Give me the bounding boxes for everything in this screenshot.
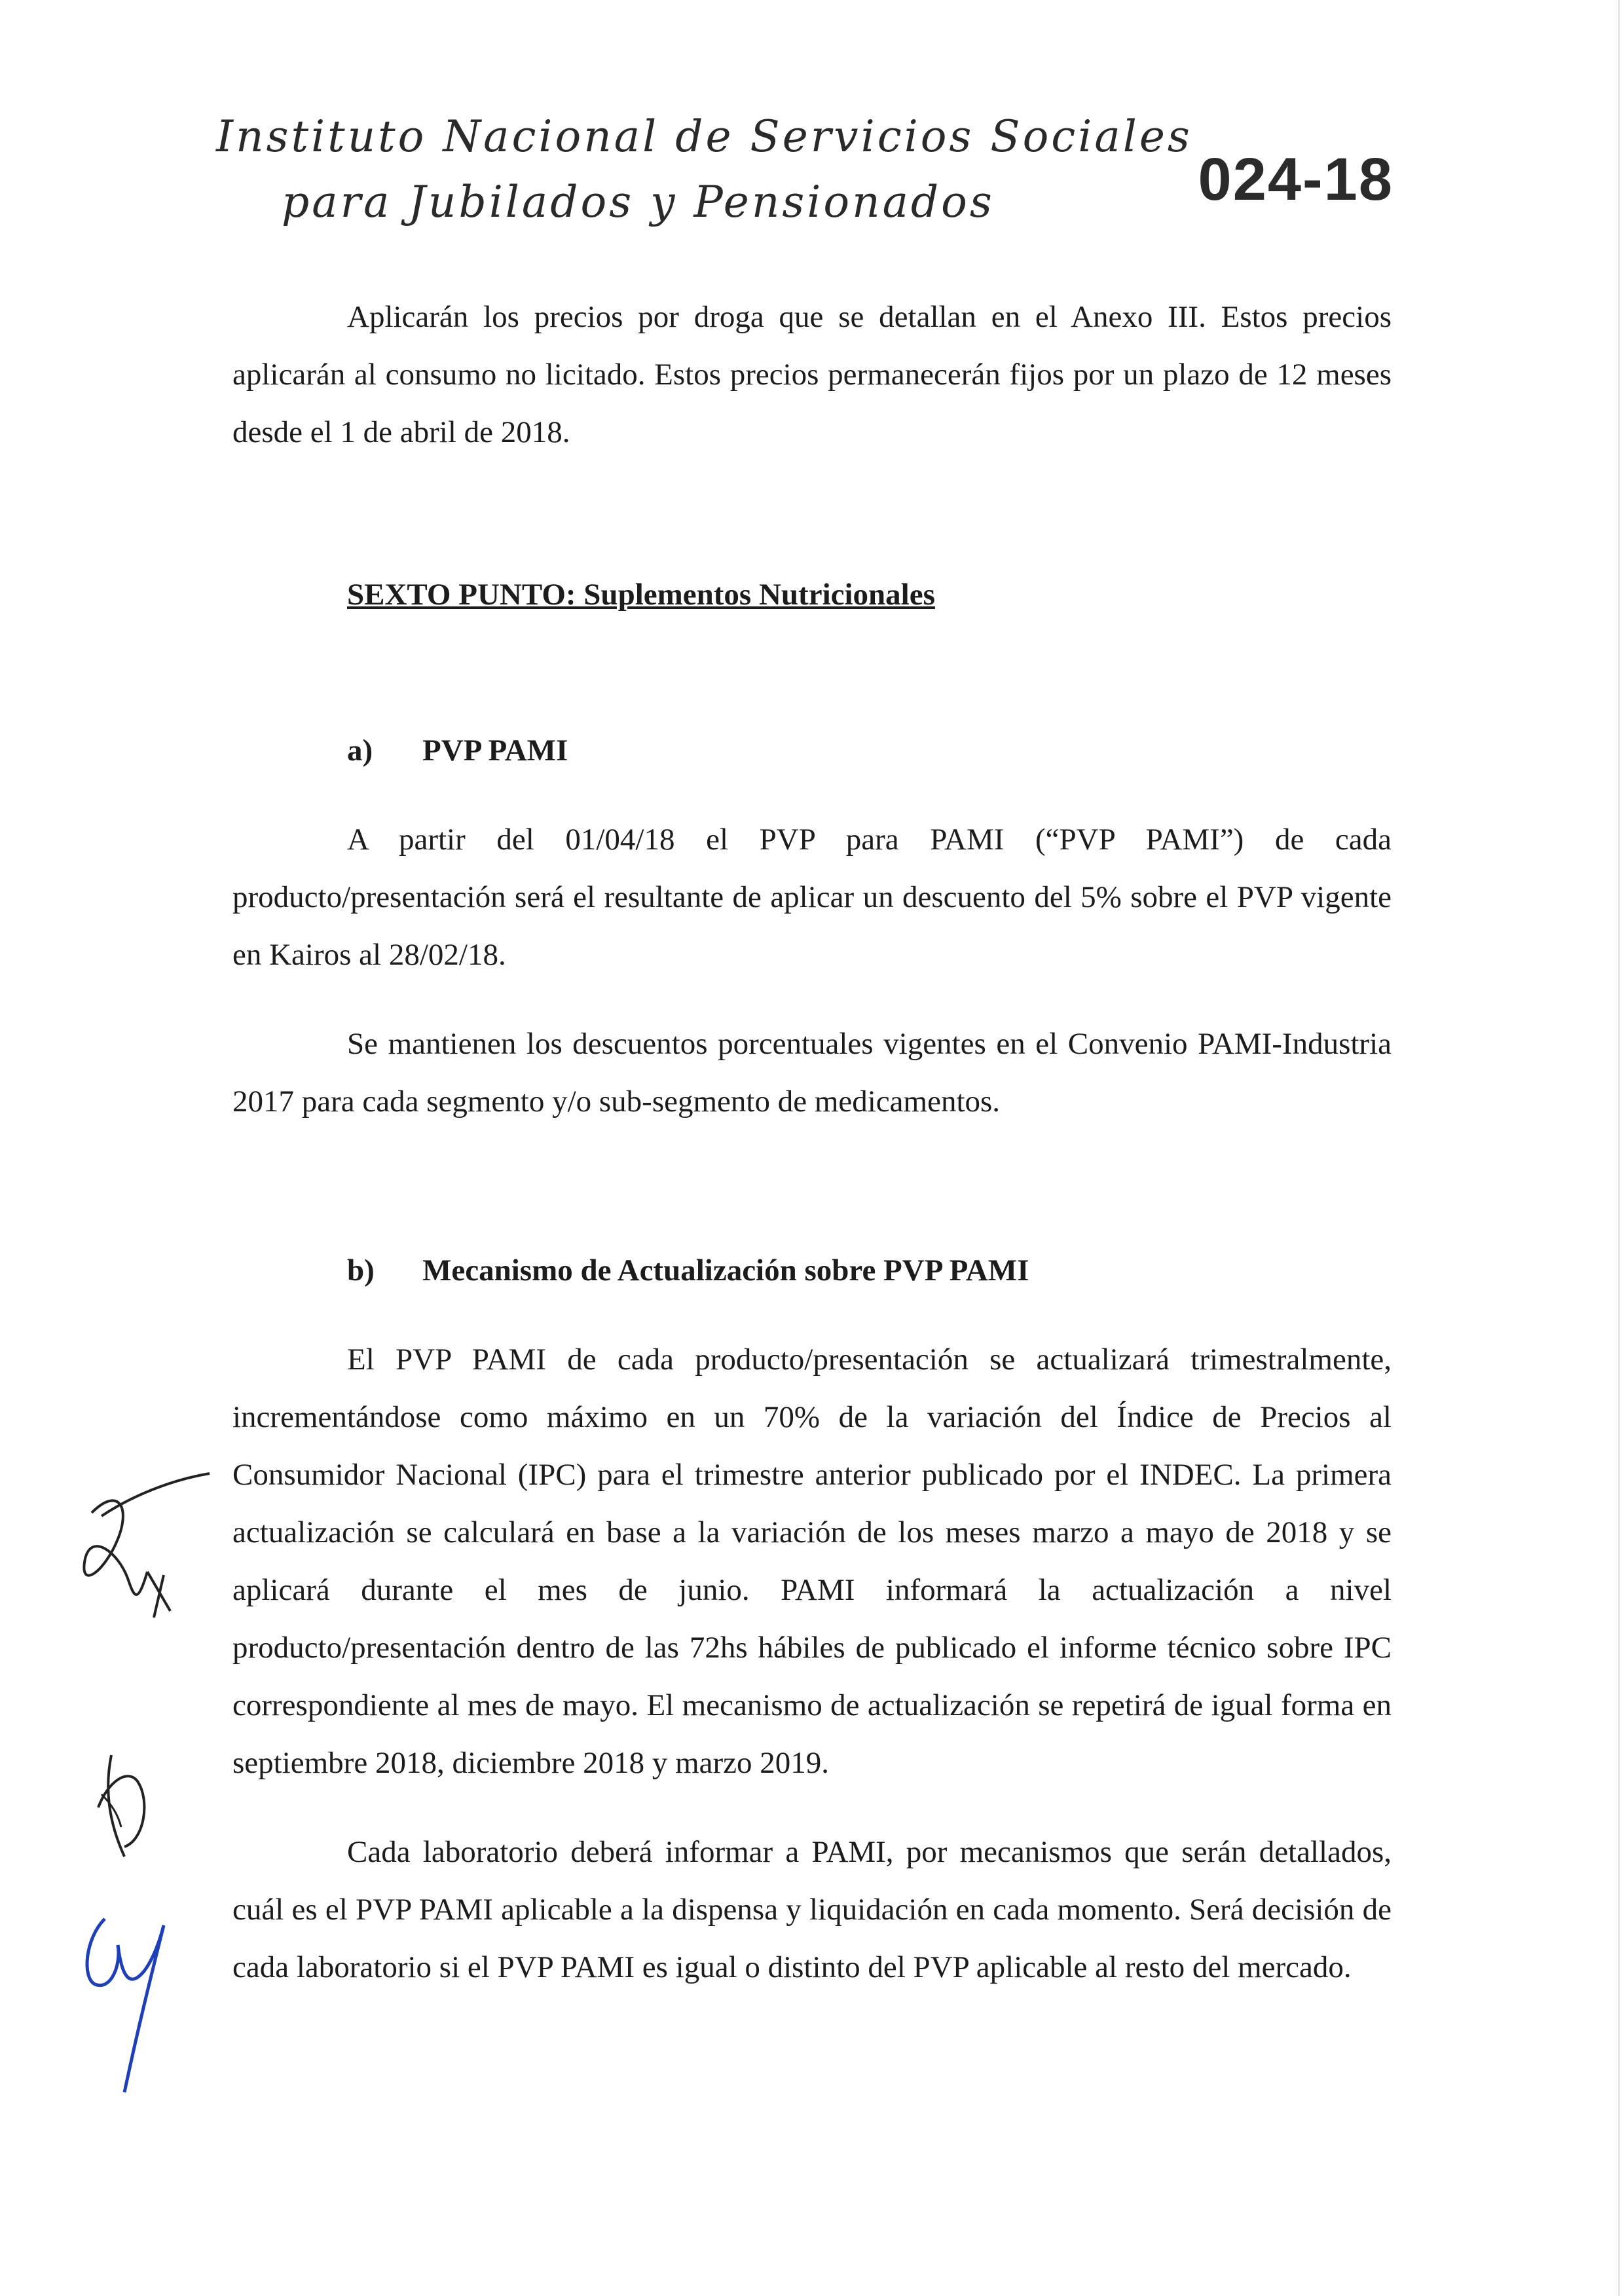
institution-line-2: para Jubilados y Pensionados: [282, 177, 995, 227]
subsection-a-heading: [347, 722, 1392, 779]
document-number: 024-18: [1198, 146, 1393, 213]
document-body: [232, 288, 1392, 1996]
subsection-b-paragraph-2: Cada laboratorio deberá informar a PAMI, por mecanismos que serán detallados, cuál es el PVP PAMI aplicable a la dispensa y liquidación en cada momento. Será decisión de cada laboratorio si el PVP PAMI es igual o distinto del PVP aplicable al resto del mercado.: [232, 1835, 1392, 1984]
subsection-b-title: Mecanismo de Actualización sobre PVP PAMI: [422, 1253, 1029, 1287]
page-edge: [1618, 0, 1620, 2296]
subsection-a-paragraph-1: A partir del 01/04/18 el PVP para PAMI (“PVP PAMI”) de cada producto/presentación será el resultante de aplicar un descuento del 5% sobre el PVP vigente en Kairos al 28/02/18.: [232, 823, 1392, 972]
intro-paragraph: Aplicarán los precios por droga que se detallan en el Anexo III. Estos precios aplicarán al consumo no licitado. Estos precios permanecerán fijos por un plazo de 12 meses desde el 1 de abril de 2018.: [232, 300, 1392, 449]
subsection-b-heading: [347, 1242, 1392, 1299]
subsection-a-letter: a): [347, 733, 373, 768]
signature-initials-2: [72, 1742, 170, 1873]
institution-line-1: Instituto Nacional de Servicios Sociales: [216, 111, 1192, 162]
signature-initials-3: [65, 1899, 183, 2109]
subsection-a-title: PVP PAMI: [422, 733, 568, 768]
subsection-b-paragraph-1: El PVP PAMI de cada producto/presentación se actualizará trimestralmente, incrementándose como máximo en un 70% de la variación del Índice de Precios al Consumidor Nacional (IPC) para el trimestre anterior publicado por el INDEC. La primera actualización se calculará en base a la variación de los meses marzo a mayo de 2018 y se aplicará durante el mes de junio. PAMI informará la actualización a nivel producto/presentación dentro de las 72hs hábiles de publicado el informe técnico sobre IPC correspondiente al mes de mayo. El mecanismo de actualización se repetirá de igual forma en septiembre 2018, diciembre 2018 y marzo 2019.: [232, 1342, 1392, 1780]
signature-initials-1: [39, 1460, 236, 1631]
section-title: SEXTO PUNTO: Suplementos Nutricionales: [347, 578, 935, 612]
subsection-b-letter: b): [347, 1253, 375, 1287]
subsection-a-paragraph-2: Se mantienen los descuentos porcentuales vigentes en el Convenio PAMI-Industria 2017 para cada segmento y/o sub-segmento de medicamentos.: [232, 1027, 1392, 1119]
